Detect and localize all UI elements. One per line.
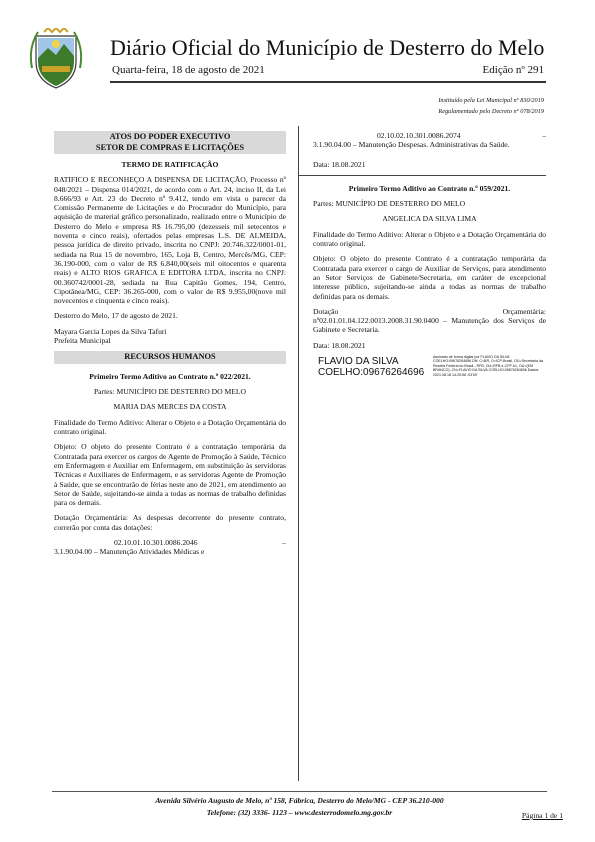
amendment-title-059: Primeiro Termo Aditivo ao Contrato n.º 059/2021. (348, 183, 511, 193)
signature-name-line1: FLAVIO DA SILVA (318, 356, 399, 368)
parties-022: Partes: MUNICÍPIO DE DESTERRO DO MELO (93, 387, 247, 397)
page-number: Página 1 de 1 (521, 811, 563, 820)
budget-intro-022: Dotação Orçamentária: As despesas decorrente do presente contrato, correrão por conta das dotações: (54, 513, 286, 532)
right-column (313, 131, 546, 384)
object-022: Objeto: O objeto do presente Contrato é a contratação temporária da Contratada para exercer os cargos de Agente de Promoção à Saúde, Técnico em Enfermagem e Auxiliar em Enfermagem, em substituição às servidoras Técnicas e Auxiliares de Enfermagem, e as servidoras Agente de Promoção à Saúde, que se encontrarão de férias neste ano de 2021, em atendimento ao Setor de Saúde, sujeitando-se ainda a todas as normas de trabalho definidas para os demais. (54, 442, 286, 508)
budget-dash-1: – (282, 538, 286, 547)
ratification-text: RATIFICO E RECONHEÇO A DISPENSA DE LICITAÇÃO, Processo nº 048/2021 – Dispensa 014/2021, de acordo com o Art. 24, inciso II, da Lei 8.666/93 e Art. 23 do Decreto nº 9.412, tendo em vista o parecer da Comissão Permanente de Licitações e do Procurador do Município, para aquisição de material gráfico personalizado, realizado entre o Município de Desterro do Melo e empresa R$ 16.795,00 (dezesseis mil setecentos e noventa e cinco reais), ofertados pelas empresas L.S. DE ALMEIDA, pessoa jurídica de direito privado, inscrita no CNPJ: 20.746.322/0001-01, sediada na Rua 15 de novembro, 165, Loja B, Centro, Mercês/MG, CEP: 36.190-000, com o valor de R$ 6.840,00(seis mil oitocentos e quarenta reais) e ALTO RIOS GRAFICA E EDITORA LTDA, inscrita no CNPJ: 00.360742/0001-28, sediada na Rua Capitão Gomes, 194, Centro, Cipotânea/MG, CEP: 36.265-000, com o valor de R$ 9.955,00(nove mil novecentos e cinquenta e cinco reais). (54, 175, 286, 306)
section-header-hr: RECURSOS HUMANOS (54, 351, 286, 364)
purpose-022: Finalidade do Termo Aditivo: Alterar o Objeto e a Dotação Orçamentária do contrato original. (54, 417, 286, 437)
budget-code-2: 02.10.02.10.301.0086.2074 (377, 131, 461, 140)
parties-059: Partes: MUNICÍPIO DE DESTERRO DO MELO (313, 199, 466, 209)
edition-number: Edição nº 291 (482, 64, 544, 76)
ratification-title: TERMO DE RATIFICAÇÃO (121, 160, 219, 169)
column-divider (298, 126, 299, 781)
contractor-022: MARIA DAS MERCES DA COSTA (113, 402, 227, 412)
amendment-title-022: Primeiro Termo Aditivo ao Contrato n.º 022/2021. (89, 371, 251, 381)
object-059: Objeto: O objeto do presente Contrato é a contratação temporária da Contratada para exercer o cargo de Auxiliar de Serviços, para atendimento ao Setor Serviços de Gabinete/Secretaria, em caráter de excepcional interesse público, sujeitando-se ainda a todas as normas de trabalho definidas para os demais. (313, 254, 546, 301)
budget-label-2: Orçamentária: (502, 306, 546, 316)
date-022: Data: 18.08.2021 (313, 159, 366, 169)
left-column (54, 131, 286, 563)
signer-role: Prefeita Municipal (54, 336, 111, 346)
municipal-coat-of-arms-logo (30, 28, 82, 90)
date-059: Data: 18.08.2021 (313, 340, 366, 350)
section-header-executive (54, 131, 286, 154)
budget-dash-2: – (542, 131, 546, 140)
regulation-decree: Regulamentado pelo Decreto nº 078/2019 (438, 108, 544, 115)
footer-rule (52, 791, 547, 792)
budget-text-059: nº02.01.01.04.122.0013.2008.31.90.0400 – Manutenção dos Serviços de Gabinete e Secretaria. (313, 316, 546, 335)
section-title-purchasing: SETOR DE COMPRAS E LICITAÇÕES (95, 142, 245, 152)
header-rule (110, 81, 546, 83)
footer-contact: Telefone: (32) 3336- 1123 – www.desterrodomelo.mg.gov.br (206, 808, 393, 817)
signature-details: Assinado de forma digital por FLAVIO DA SILVA COELHO:09676264696 DN: C=BR, O=ICP-Brasil, OU=Secretaria da Receita Federal do Brasil - RFB, OU=RFB e-CPF A1, OU=(EM BRANCO), CN=FLAVIO DA SILVA COELHO:09676264696 Dados: 2021.08.18 14:25:58 -03'00' (433, 355, 543, 377)
section-title-executive: ATOS DO PODER EXECUTIVO (109, 132, 231, 141)
digital-signature (313, 356, 546, 384)
budget-label: Dotação (313, 306, 339, 316)
place-date: Desterro do Melo, 17 de agosto de 2021. (54, 311, 178, 321)
institution-law: Instituído pela Lei Municipal nº 830/2019 (438, 97, 544, 104)
budget-line-2: 3.1.90.04.00 – Manutenção Despesas. Administrativas da Saúde. (313, 140, 510, 150)
contractor-059: ANGELICA DA SILVA LIMA (382, 214, 477, 224)
budget-line-1: 3.1.90.04.00 – Manutenção Atividades Médicas e (54, 547, 205, 557)
budget-label-row (313, 307, 546, 316)
date-rule (298, 175, 546, 176)
signer-name: Mayara Garcia Lopes da Silva Tafuri (54, 326, 167, 336)
purpose-059: Finalidade do Termo Aditivo: Alterar o Objeto e a Dotação Orçamentária do contrato original. (313, 229, 546, 249)
signature-name-line2: COELHO:09676264696 (318, 367, 425, 379)
publication-date: Quarta-feira, 18 de agosto de 2021 (112, 64, 265, 76)
footer-address: Avenida Silvério Augusto de Melo, nº 158, Fábrica, Desterro do Melo/MG - CEP 36.210-000 (155, 796, 444, 805)
budget-code-1: 02.10.01.10.301.0086.2046 (114, 538, 198, 547)
budget-code-row-1 (54, 538, 286, 547)
budget-code-row-2 (313, 131, 546, 140)
newspaper-title: Diário Oficial do Município de Desterro do Melo (110, 35, 545, 60)
